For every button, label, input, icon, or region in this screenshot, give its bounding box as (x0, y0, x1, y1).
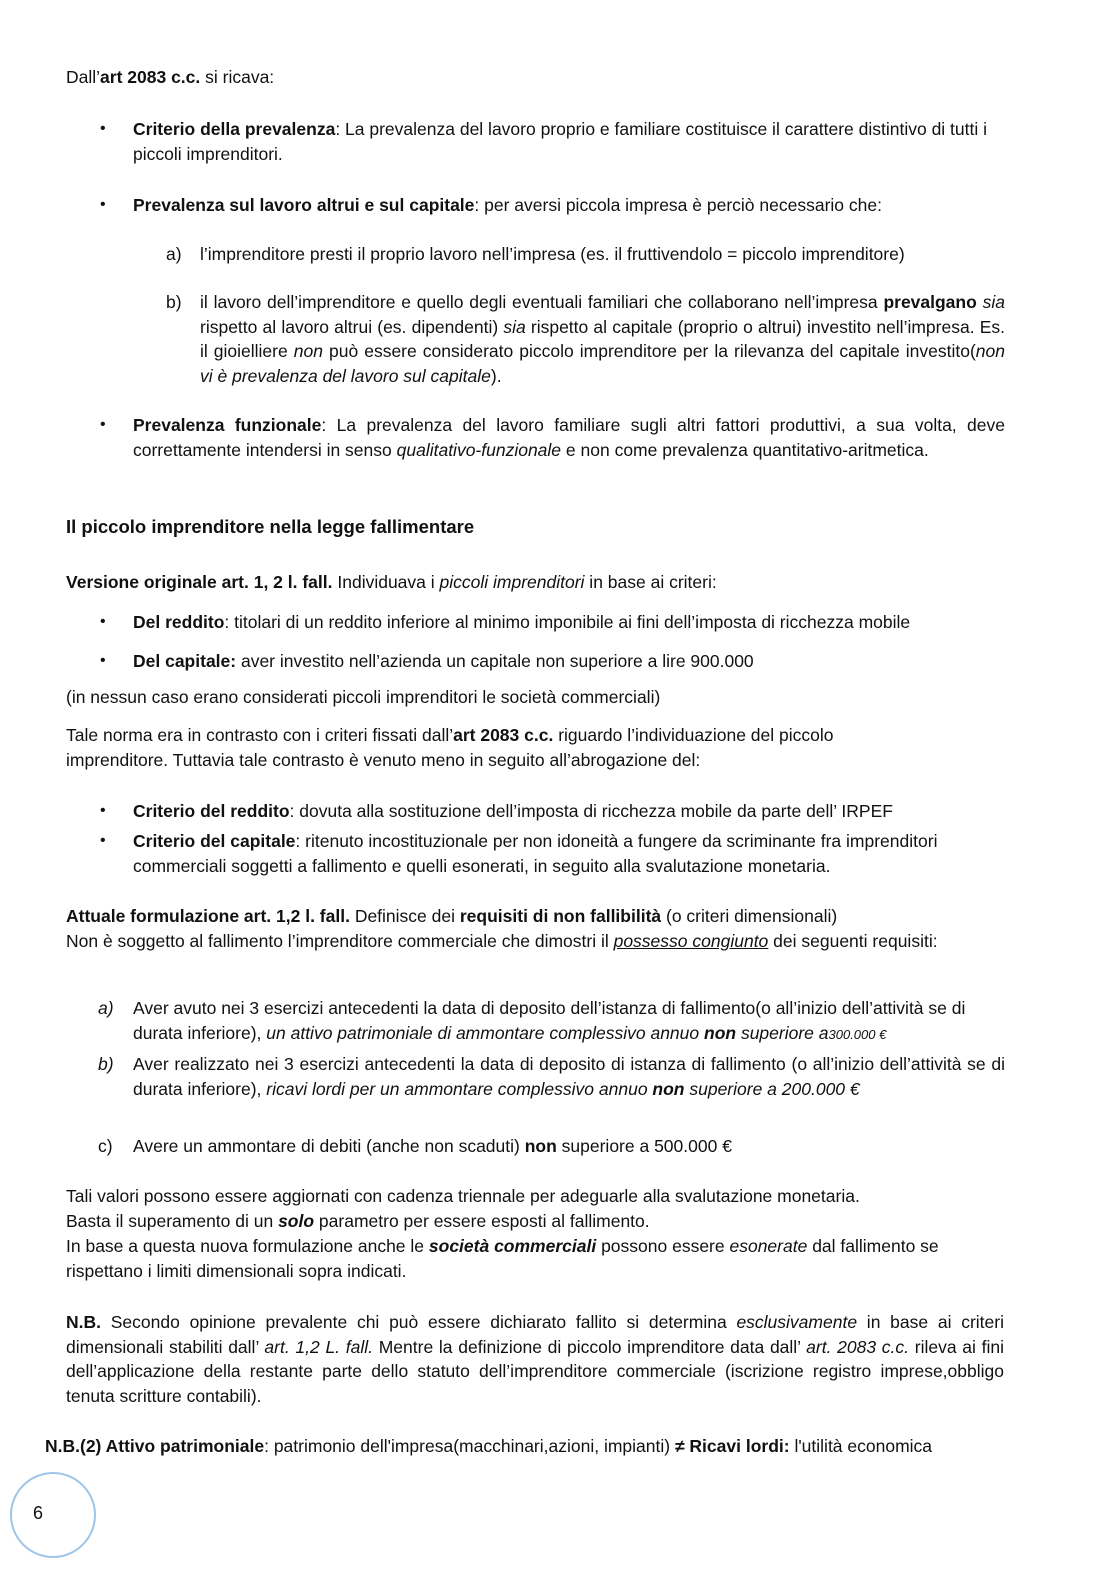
bullet-marker: • (100, 196, 106, 213)
prevalenza-funzionale: Prevalenza funzionale: La prevalenza del lavoro familiare sugli altri fattori produttivi, a sua volta, deve correttamente intendersi in senso qualitativo-funzionale e non come prevalenza quantitativo-aritmetica. (133, 415, 1005, 460)
sublist-label-a: a) (166, 244, 182, 264)
prevalenza-lavoro-capitale: Prevalenza sul lavoro altrui e sul capitale: per aversi piccola impresa è perciò necessario che: (133, 195, 882, 215)
versione-originale: Versione originale art. 1, 2 l. fall. Individuava i piccoli imprenditori in base ai criteri: (66, 572, 717, 592)
bullet-marker: • (100, 120, 106, 137)
requisito-label-b: b) (98, 1054, 114, 1074)
sublist-label-b: b) (166, 292, 182, 312)
requisito-a: Aver avuto nei 3 esercizi antecedenti la data di deposito dell’istanza di fallimento(o all’inizio dell’attività se di durata inferiore), un attivo patrimoniale di ammontare complessivo annuo non superiore a300.000 € (133, 998, 966, 1043)
requisito-c: Avere un ammontare di debiti (anche non scaduti) non superiore a 500.000 € (133, 1136, 732, 1156)
criterio-reddito-orig: Del reddito: titolari di un reddito inferiore al minimo imponibile ai fini dell’imposta di ricchezza mobile (133, 612, 911, 632)
criterio-capitale-orig: Del capitale: aver investito nell’azienda un capitale non superiore a lire 900.000 (133, 651, 754, 671)
tali-valori-line1: Tali valori possono essere aggiornati con cadenza triennale per adeguarle alla svalutazione monetaria. (66, 1186, 860, 1206)
sublist-item-b: il lavoro dell’imprenditore e quello degli eventuali familiari che collaborano nell’impresa prevalgano sia rispetto al lavoro altrui (es. dipendenti) sia rispetto al capitale (proprio o altrui) investito nell’impresa. Es. il gioielliere non può essere considerato piccolo imprenditore per la rilevanza del capitale investito(non vi è prevalenza del lavoro sul capitale). (200, 292, 1006, 386)
intro-line: Dall’art 2083 c.c. si ricava: (66, 67, 275, 87)
tale-norma: Tale norma era in contrasto con i criteri fissati dall’art 2083 c.c. riguardo l’individuazione del piccolo imprenditore. Tuttavia tale contrasto è venuto meno in seguito all’abrogazione del: (66, 725, 834, 770)
nota-bene-1: N.B. Secondo opinione prevalente chi può essere dichiarato fallito si determina esclusivamente in base ai criteri dimensionali stabiliti dall’ art. 1,2 L. fall. Mentre la definizione di piccolo imprenditore data dall’ art. 2083 c.c. rileva ai fini dell’applicazione della restante parte dello statuto dell’imprenditore commerciale (iscrizione registro imprese,obbligo tenuta scritture contabili). (66, 1312, 1004, 1406)
criterio-prevalenza: Criterio della prevalenza: La prevalenza del lavoro proprio e familiare costituisce il carattere distintivo di tutti i piccoli imprenditori. (133, 119, 988, 164)
bullet-marker: • (100, 416, 106, 433)
attuale-descrizione: Non è soggetto al fallimento l’imprenditore commerciale che dimostri il possesso congiunto dei seguenti requisiti: (66, 931, 938, 951)
tali-valori-line3: In base a questa nuova formulazione anche le società commerciali possono essere esonerate dal fallimento se rispettano i limiti dimensionali sopra indicati. (66, 1236, 939, 1281)
requisito-label-c: c) (98, 1136, 113, 1156)
section-heading: Il piccolo imprenditore nella legge fallimentare (66, 516, 475, 537)
requisito-label-a: a) (98, 998, 114, 1018)
bullet-marker: • (100, 802, 106, 819)
abrogato-reddito: Criterio del reddito: dovuta alla sostituzione dell’imposta di ricchezza mobile da parte dell’ IRPEF (133, 801, 893, 821)
bullet-marker: • (100, 613, 106, 630)
attuale-formulazione: Attuale formulazione art. 1,2 l. fall. Definisce dei requisiti di non fallibilità (o criteri dimensionali) (66, 906, 838, 926)
nota-societa: (in nessun caso erano considerati piccoli imprenditori le società commerciali) (66, 687, 661, 707)
sublist-item-a: l’imprenditore presti il proprio lavoro nell’impresa (es. il fruttivendolo = piccolo imprenditore) (200, 244, 905, 264)
requisito-b: Aver realizzato nei 3 esercizi antecedenti la data di deposito di istanza di fallimento (o all’inizio dell’attività se di durata inferiore), ricavi lordi per un ammontare complessivo annuo non superiore a 200.000 € (133, 1054, 1005, 1099)
tali-valori-line2: Basta il superamento di un solo parametro per essere esposti al fallimento. (66, 1211, 650, 1231)
nota-bene-2: N.B.(2) Attivo patrimoniale: patrimonio dell'impresa(macchinari,azioni, impianti) ≠ Ricavi lordi: l'utilità economica (45, 1436, 933, 1456)
bullet-marker: • (100, 832, 106, 849)
abrogato-capitale: Criterio del capitale: ritenuto incostituzionale per non idoneità a fungere da scriminante fra imprenditori commerciali soggetti a fallimento e quelli esonerati, in seguito alla svalutazione monetaria. (133, 831, 938, 876)
page-number-circle (10, 1472, 96, 1558)
bullet-marker: • (100, 652, 106, 669)
page-number: 6 (33, 1503, 44, 1523)
